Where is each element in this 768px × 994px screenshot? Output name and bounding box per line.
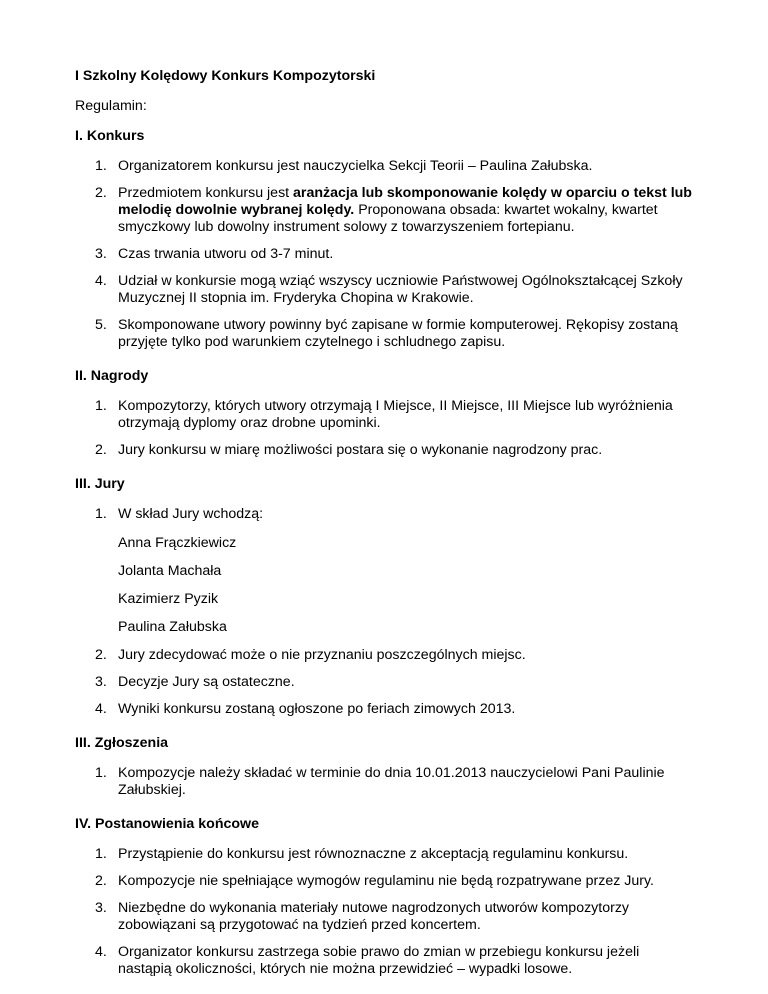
item-number: 2. [95, 185, 107, 201]
list-item [75, 647, 696, 664]
item-number: 2. [95, 873, 107, 889]
item-text: Kompozycje należy składać w terminie do dnia 10.01.2013 nauczycielowi Pani Paulinie Załubskiej. [118, 765, 665, 798]
item-number: 1. [95, 846, 107, 862]
item-number: 1. [95, 158, 107, 174]
section-heading-konkurs: I. Konkurs [75, 128, 145, 144]
jury-member: Paulina Załubska [118, 619, 227, 635]
section-heading-jury: III. Jury [75, 476, 125, 492]
item-text: Kompozycje nie spełniające wymogów regulaminu nie będą rozpatrywane przez Jury. [118, 873, 654, 889]
item-number: 4. [95, 273, 107, 289]
list-item [75, 873, 696, 890]
list-item [75, 442, 696, 459]
section-list-jury [75, 506, 696, 718]
list-item [75, 398, 696, 432]
item-number: 2. [95, 647, 107, 663]
item-text-trail: Proponowana obsada: kwartet wokalny, kwartet smyczkowy lub dowolny instrument solowy z towarzyszeniem fortepianu. [118, 202, 658, 235]
section-list-nagrody [75, 398, 696, 459]
list-item [75, 765, 696, 799]
item-text: Decyzje Jury są ostateczne. [118, 674, 295, 690]
item-number: 3. [95, 900, 107, 916]
section-list-konkurs [75, 158, 696, 351]
section-heading-postanowienia: IV. Postanowienia końcowe [75, 816, 259, 832]
item-number: 5. [95, 317, 107, 333]
item-text: Niezbędne do wykonania materiały nutowe nagrodzonych utworów kompozytorzy zobowiązani są przygotować na tydzień przed koncertem. [118, 900, 630, 933]
item-text: W skład Jury wchodzą: [118, 506, 264, 522]
list-item [75, 900, 696, 934]
list-item [75, 185, 696, 236]
list-item [75, 701, 696, 718]
list-item [75, 317, 696, 351]
item-number: 4. [95, 944, 107, 960]
item-text: Organizator konkursu zastrzega sobie prawo do zmian w przebiegu konkursu jeżeli nastąpią okoliczności, których nie można przewidzieć – wypadki losowe. [118, 944, 640, 977]
section-list-postanowienia [75, 846, 696, 978]
item-text-lead: Przedmiotem konkursu jest [118, 185, 294, 201]
list-item [75, 246, 696, 263]
jury-member-list [118, 535, 696, 636]
item-text: Kompozytorzy, których utwory otrzymają I Miejsce, II Miejsce, III Miejsce lub wyróżnienia otrzymają dyplomy oraz drobne upominki. [118, 398, 673, 431]
list-item [75, 506, 696, 636]
item-text: Jury zdecydować może o nie przyznaniu poszczególnych miejsc. [118, 647, 526, 663]
section-heading-zgloszenia: III. Zgłoszenia [75, 735, 169, 751]
item-text: Czas trwania utworu od 3-7 minut. [118, 246, 334, 262]
item-number: 1. [95, 765, 107, 781]
document-title: I Szkolny Kolędowy Konkurs Kompozytorski [75, 68, 376, 84]
item-text: Skomponowane utwory powinny być zapisane w formie komputerowej. Rękopisy zostaną przyjęte tylko pod warunkiem czytelnego i schludnego zapisu. [118, 317, 678, 350]
item-text: Udział w konkursie mogą wziąć wszyscy uczniowie Państwowej Ogólnokształcącej Szkoły Muzycznej II stopnia im. Fryderyka Chopina w Krakowie. [118, 273, 683, 306]
item-text-emphasis: aranżacja lub skomponowanie kolędy w oparciu o tekst lub melodię dowolnie wybranej kolędy. [118, 185, 692, 218]
item-number: 1. [95, 398, 107, 414]
item-text: Wyniki konkursu zostaną ogłoszone po feriach zimowych 2013. [118, 701, 516, 717]
item-number: 3. [95, 246, 107, 262]
item-text: Jury konkursu w miarę możliwości postara się o wykonanie nagrodzony prac. [118, 442, 603, 458]
list-item [75, 846, 696, 863]
list-item [75, 273, 696, 307]
item-number: 4. [95, 701, 107, 717]
item-number: 2. [95, 442, 107, 458]
jury-member: Anna Frączkiewicz [118, 535, 237, 551]
item-number: 1. [95, 506, 107, 522]
item-text: Organizatorem konkursu jest nauczycielka Sekcji Teorii – Paulina Załubska. [118, 158, 593, 174]
section-list-zgloszenia [75, 765, 696, 799]
jury-member: Kazimierz Pyzik [118, 591, 219, 607]
list-item [75, 674, 696, 691]
section-heading-nagrody: II. Nagrody [75, 368, 149, 384]
item-number: 3. [95, 674, 107, 690]
document-subtitle: Regulamin: [75, 98, 147, 114]
list-item [75, 158, 696, 175]
item-text: Przystąpienie do konkursu jest równoznaczne z akceptacją regulaminu konkursu. [118, 846, 629, 862]
jury-member: Jolanta Machała [118, 563, 222, 579]
list-item [75, 944, 696, 978]
